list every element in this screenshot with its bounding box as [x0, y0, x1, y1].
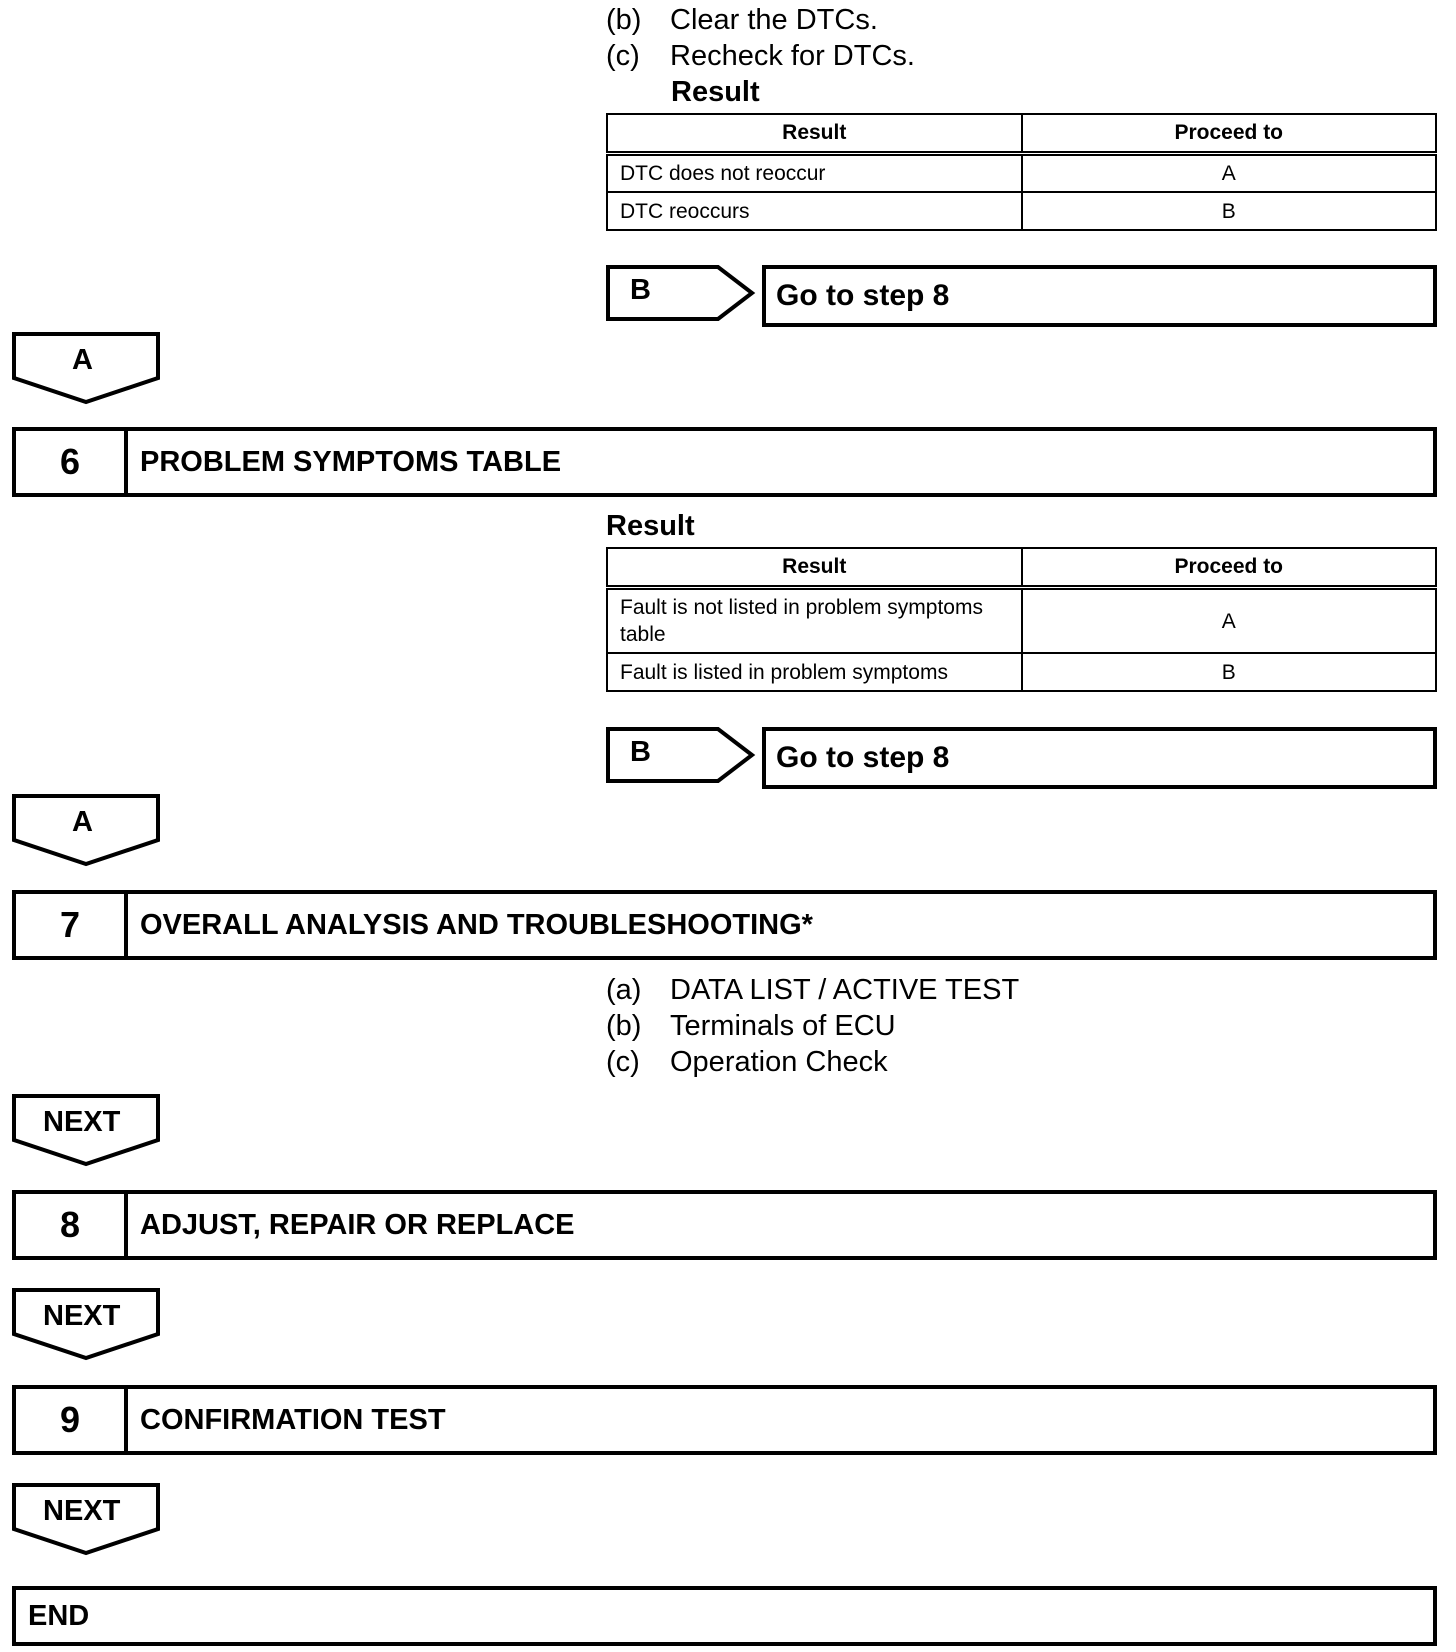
next-label: NEXT: [43, 1106, 121, 1138]
step-title: CONFIRMATION TEST: [140, 1403, 446, 1436]
step-number: 9: [16, 1389, 128, 1451]
step-6: [12, 427, 1437, 497]
proceed-a-arrow[interactable]: [12, 332, 160, 404]
substep-c: [606, 1044, 888, 1080]
proceed-cell: B: [1022, 653, 1437, 691]
substep-c: [606, 38, 915, 74]
result-cell: DTC reoccurs: [607, 192, 1022, 230]
result-table-1: [606, 113, 1437, 231]
substep-label: (c): [606, 40, 640, 72]
substep-b: [606, 1008, 896, 1044]
substep-label: (b): [606, 4, 642, 36]
substep-b: [606, 2, 878, 38]
step-9: [12, 1385, 1437, 1455]
branch-b-arrow[interactable]: [606, 727, 754, 783]
table-row: [607, 192, 1436, 230]
column-header-proceed: Proceed to: [1022, 114, 1437, 154]
step-8: [12, 1190, 1437, 1260]
substep-text: Terminals of ECU: [670, 1010, 896, 1042]
proceed-cell: B: [1022, 192, 1437, 230]
substep-text: Clear the DTCs.: [670, 4, 878, 36]
arrow-letter: A: [72, 344, 93, 376]
table-header-row: [607, 114, 1436, 154]
substep-label: (b): [606, 1010, 642, 1042]
next-arrow[interactable]: [12, 1094, 160, 1166]
result-heading: Result: [671, 76, 760, 108]
step-title: OVERALL ANALYSIS AND TROUBLESHOOTING*: [140, 908, 813, 941]
goto-step-box[interactable]: Go to step 8: [762, 265, 1437, 327]
column-header-proceed: Proceed to: [1022, 548, 1437, 588]
proceed-a-arrow[interactable]: [12, 794, 160, 866]
result-heading: Result: [606, 510, 695, 542]
result-cell: DTC does not reoccur: [607, 154, 1022, 193]
table-header-row: [607, 548, 1436, 588]
column-header-result: Result: [607, 548, 1022, 588]
substep-a: [606, 972, 1019, 1008]
next-label: NEXT: [43, 1300, 121, 1332]
proceed-cell: A: [1022, 588, 1437, 654]
result-cell: Fault is listed in problem symptoms: [607, 653, 1022, 691]
branch-b-arrow[interactable]: [606, 265, 754, 321]
right-arrow-icon: [606, 727, 754, 783]
substep-label: (a): [606, 974, 642, 1006]
branch-letter: B: [630, 736, 651, 768]
next-arrow[interactable]: [12, 1483, 160, 1555]
proceed-cell: A: [1022, 154, 1437, 193]
step-number: 6: [16, 431, 128, 493]
next-arrow[interactable]: [12, 1288, 160, 1360]
table-row: [607, 653, 1436, 691]
right-arrow-icon: [606, 265, 754, 321]
result-table-2: [606, 547, 1437, 692]
goto-step-box[interactable]: Go to step 8: [762, 727, 1437, 789]
step-number: 7: [16, 894, 128, 956]
substep-text: Operation Check: [670, 1046, 888, 1078]
branch-letter: B: [630, 274, 651, 306]
step-7: [12, 890, 1437, 960]
substep-text: Recheck for DTCs.: [670, 40, 915, 72]
end-box: END: [12, 1586, 1437, 1646]
step-number: 8: [16, 1194, 128, 1256]
step-title: PROBLEM SYMPTOMS TABLE: [140, 445, 562, 478]
next-label: NEXT: [43, 1495, 121, 1527]
table-row: [607, 154, 1436, 193]
arrow-letter: A: [72, 806, 93, 838]
table-row: [607, 588, 1436, 654]
column-header-result: Result: [607, 114, 1022, 154]
substep-label: (c): [606, 1046, 640, 1078]
step-title: ADJUST, REPAIR OR REPLACE: [140, 1208, 575, 1241]
result-cell: Fault is not listed in problem symptoms table: [607, 588, 1022, 654]
substep-text: DATA LIST / ACTIVE TEST: [670, 974, 1020, 1006]
